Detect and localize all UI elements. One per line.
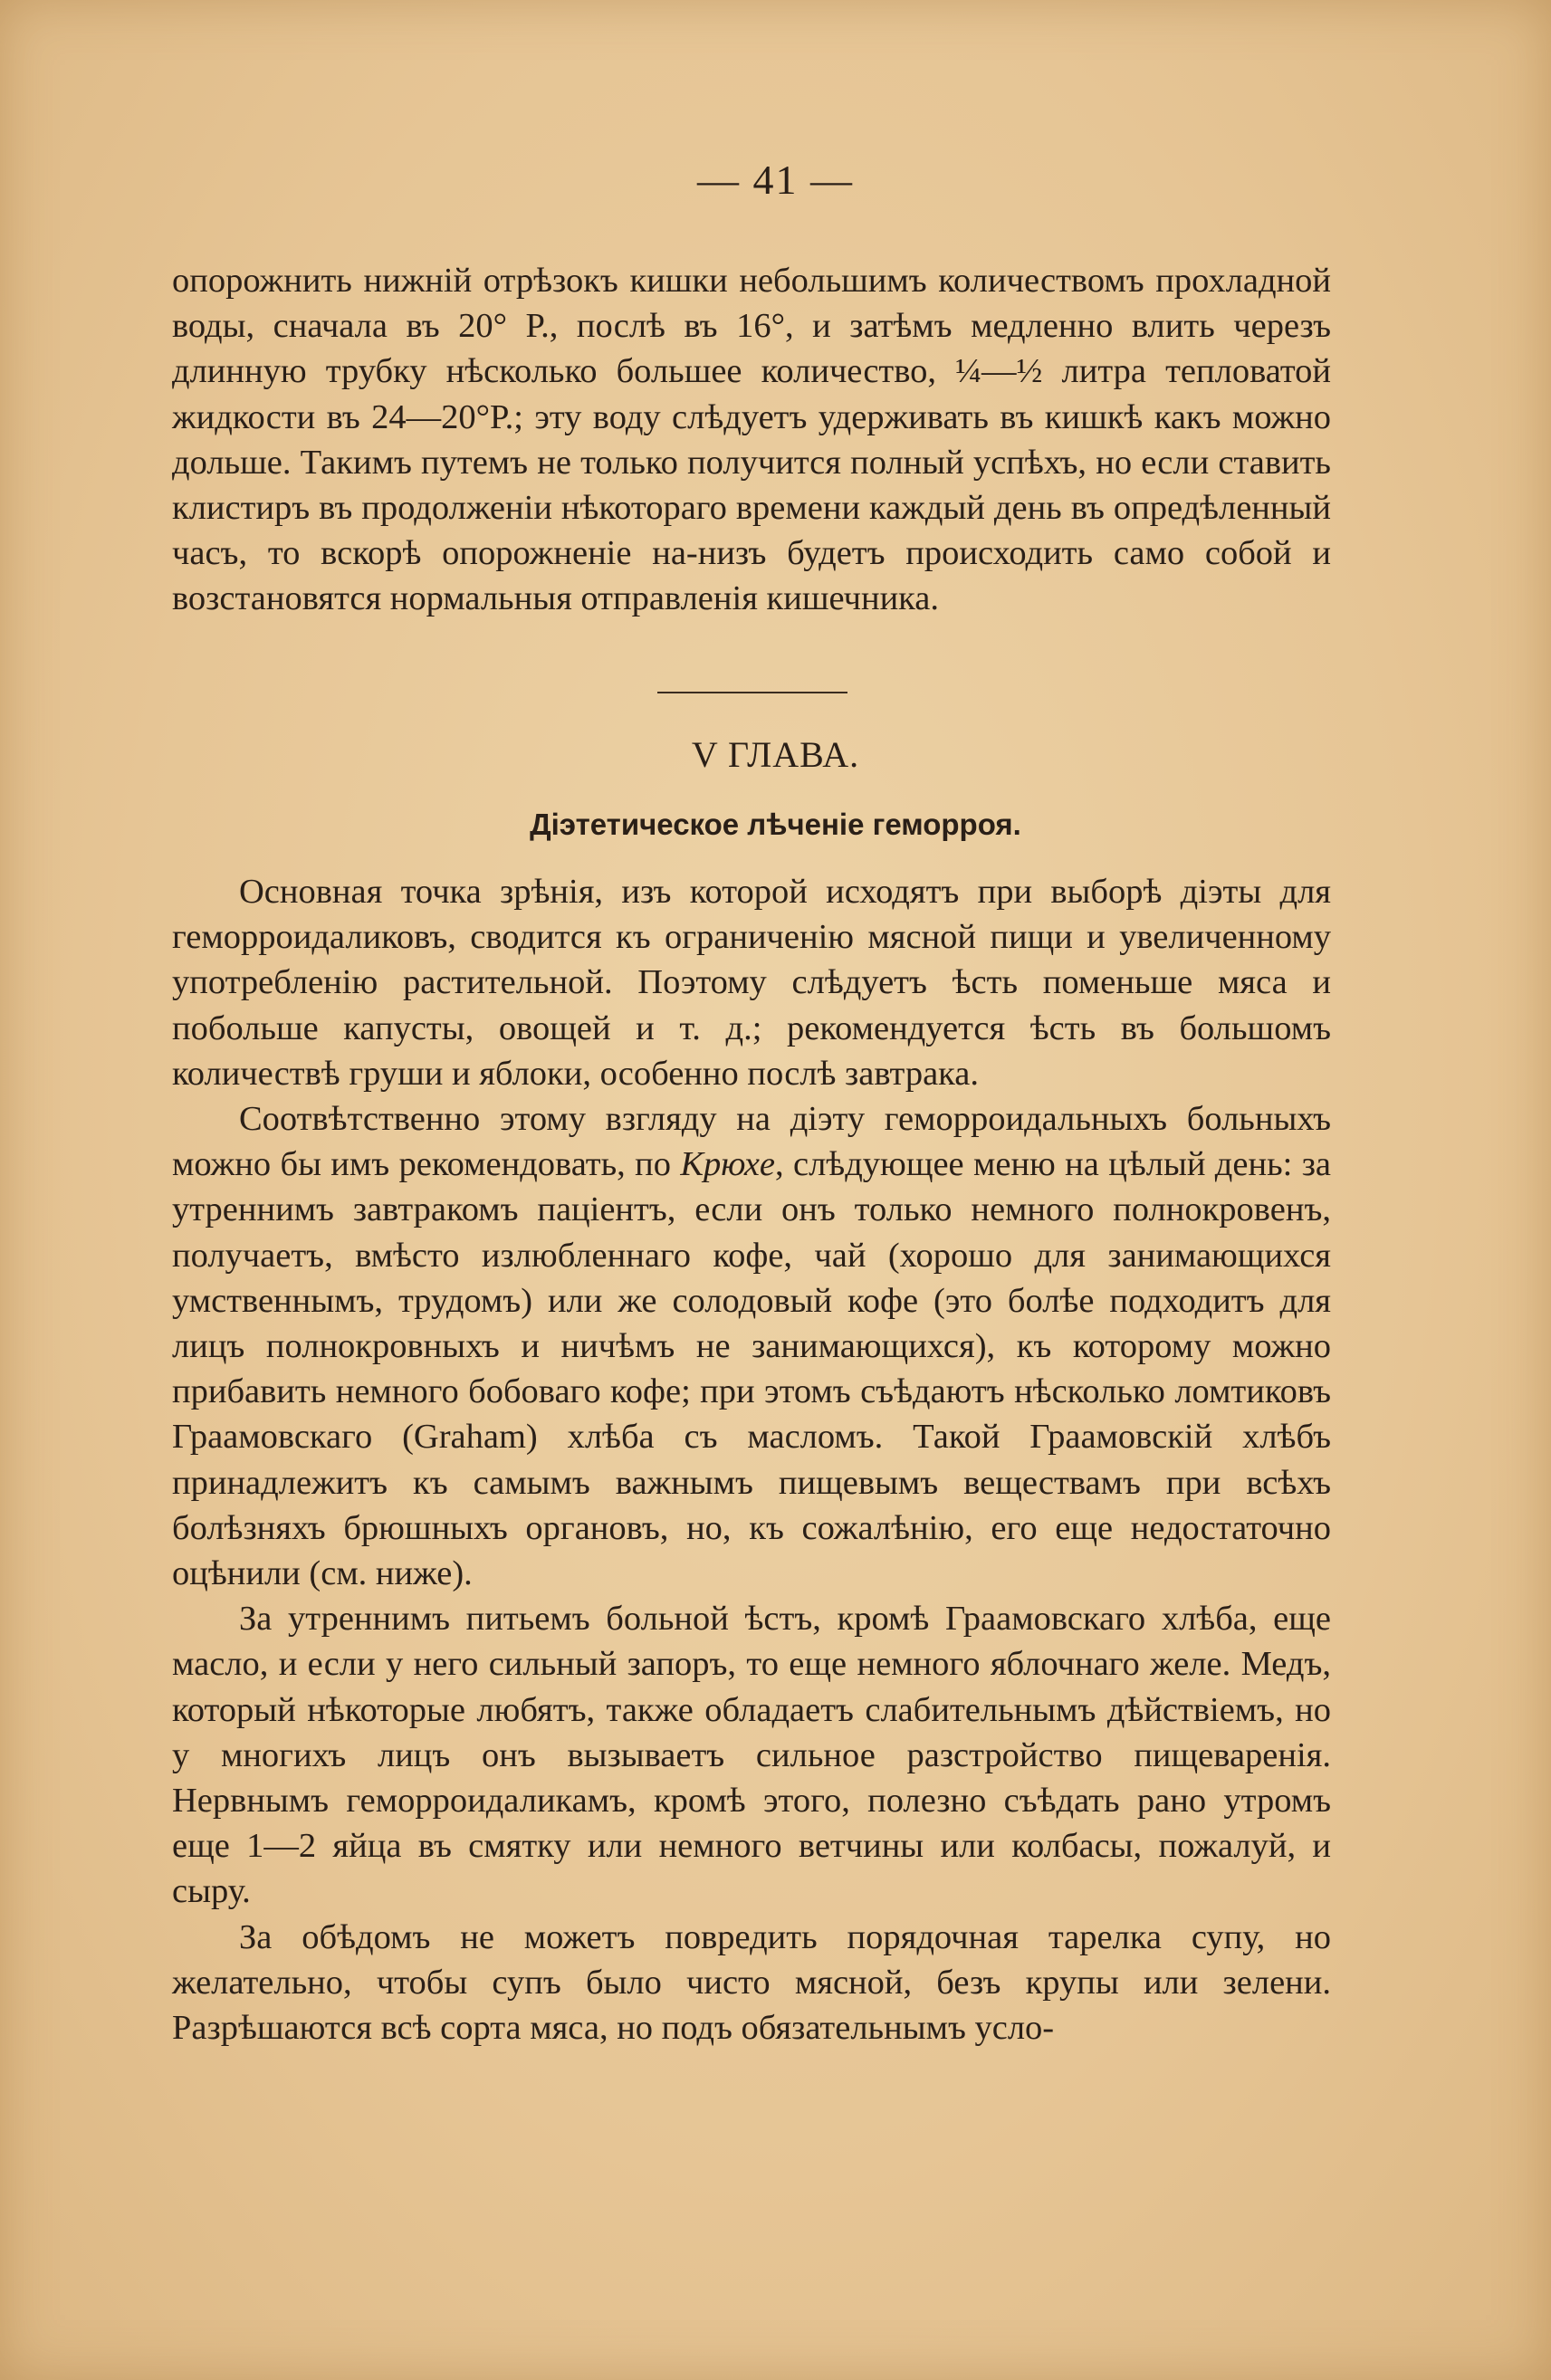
paragraph [172,1096,1331,1596]
author-name: Крюхе [680,1145,776,1184]
chapter-heading: V ГЛАВА. [691,734,860,775]
paragraph-continuation: опорожнить нижній отрѣзокъ кишки небольшимъ количествомъ прохладной воды, сначала въ 20° Р., послѣ въ 16°, и затѣмъ медленно влить черезъ длинную трубку нѣсколько большее количество, ¼—½ литра тепловатой жидкости въ 24—20°Р.; эту воду слѣдуетъ удерживать въ кишкѣ какъ можно дольше. Такимъ путемъ не только получится полный успѣхъ, но если ставить клистиръ въ продолженіи нѣкотораго времени каждый день въ опредѣленный часъ, то вскорѣ опорожненіе на-низъ будетъ происходить само собой и возстановятся нормальныя отправленія кишечника. [172,262,1331,618]
top-text-block [172,258,1331,622]
section-divider [657,692,847,693]
paragraph-text: Соотвѣтственно этому взгляду на діэту геморроидальныхъ больныхъ можно бы имъ рекомендовать, по [172,1100,1331,1184]
paragraph: За обѣдомъ не можетъ повредить порядочная тарелка супу, но желательно, чтобы супъ было чисто мясной, безъ крупы или зелени. Разрѣшаются всѣ сорта мяса, но подъ обязательнымъ усло- [172,1917,1331,2048]
paragraph: Основная точка зрѣнія, изъ которой исходятъ при выборѣ діэты для геморроидаликовъ, сводится къ ограниченію мясной пищи и увеличенному употребленію растительной. Поэтому слѣдуетъ ѣсть поменьше мяса и побольше капусты, овощей и т. д.; рекомендуется ѣсть въ большомъ количествѣ груши и яблоки, особенно послѣ завтрака. [172,873,1331,1093]
page-number: — 41 — [697,157,854,203]
chapter-subtitle: Діэтетическое лѣченіе геморроя. [530,808,1021,841]
paragraph-text: , слѣдующее меню на цѣлый день: за утреннимъ завтракомъ паціентъ, если онъ только немного полнокровенъ, получаетъ, вмѣсто излюбленнаго кофе, чай (хорошо для занимающихся умственнымъ, трудомъ) или же солодовый кофе (это болѣе подходитъ для лицъ полнокровныхъ и ничѣмъ не занимающихся), къ которому можно прибавить немного бобоваго кофе; при этомъ съѣдаютъ нѣсколько ломтиковъ Граамовскаго (Graham) хлѣба съ масломъ. Такой Граамовскій хлѣбъ принадлежитъ къ самымъ важнымъ пищевымъ веществамъ при всѣхъ болѣзняхъ брюшныхъ органовъ, но, къ сожалѣнію, его еще недостаточно оцѣнили (см. ниже). [172,1145,1331,1593]
chapter-body [172,869,1331,2050]
paragraph: За утреннимъ питьемъ больной ѣстъ, кромѣ Граамовскаго хлѣба, еще масло, и если у него сильный запоръ, то еще немного яблочнаго желе. Медъ, который нѣкоторые любятъ, также обладаетъ слабительнымъ дѣйствіемъ, но у многихъ лицъ онъ вызываетъ сильное разстройство пищеваренія. Нервнымъ геморроидаликамъ, кромѣ этого, полезно съѣдать рано утромъ еще 1—2 яйца въ смятку или немного ветчины или колбасы, пожалуй, и сыру. [172,1600,1331,1911]
